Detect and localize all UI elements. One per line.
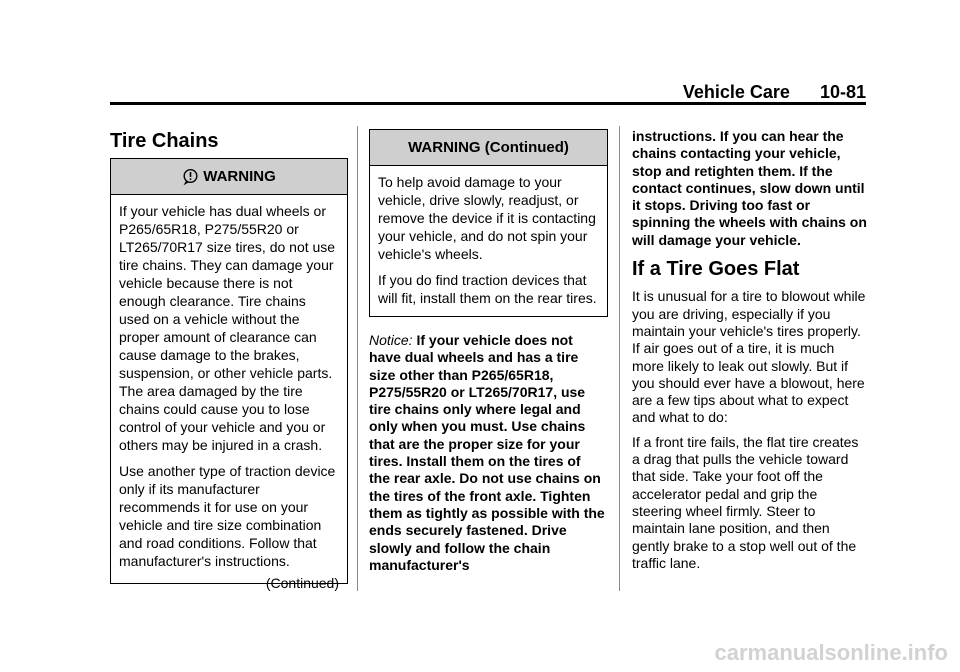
- section-heading-flat-tire: If a Tire Goes Flat: [632, 258, 800, 281]
- column-3: [632, 128, 868, 579]
- section-heading-tire-chains: Tire Chains: [110, 130, 219, 152]
- warning-continued-paragraph-1: To help avoid damage to your vehicle, drive slowly, readjust, or remove the device if it is contacting your vehicle, and do not spin your vehicle's wheels.: [378, 174, 596, 262]
- section-title: Vehicle Care: [682, 82, 790, 102]
- notice-continuation: instructions. If you can hear the chains contacting your vehicle, stop and retighten them. If the contact continues, slow down until it stops. Driving too fast or spinning the wheels with chains on will damage your vehicle.: [632, 128, 867, 248]
- warning-box: [110, 158, 348, 591]
- warning-continued-paragraph-2: If you do find traction devices that will fit, install them on the rear tires.: [378, 272, 597, 306]
- page-number: 10-81: [819, 82, 866, 102]
- notice-text: If your vehicle does not have dual wheels and has a tire size other than P265/65R18, P275/55R20 or LT265/70R17, use tire chains only where legal and only when you must. Use chains that are the proper size for your tires. Install them on the tires of the rear axle. Do not use chains on the tires of the front axle. Tighten them as tightly as possible with the ends securely fastened. Drive slowly and follow the chain manufacturer's: [369, 332, 605, 573]
- warning-body: [111, 195, 347, 598]
- warning-continued-box: [369, 129, 608, 317]
- warning-paragraph-1: If your vehicle has dual wheels or P265/65R18, P275/55R20 or LT265/70R17 size tires, do not use tire chains. They can damage your vehicle because there is not enough clearance. Tire chains used on a vehicle without the proper amount of clearance can cause damage to the brakes, suspension, or other vehicle parts. The area damaged by the tire chains could cause you to lose control of your vehicle and you or others may be injured in a crash.: [119, 203, 336, 453]
- flat-tire-paragraph-1: It is unusual for a tire to blowout while you are driving, especially if you maintain your vehicle's tires properly. If air goes out of a tire, it is much more likely to leak out slowly. But if you should ever have a blowout, here are a few tips about what to expect and what to do:: [632, 288, 866, 426]
- continued-label: (Continued): [265, 575, 339, 591]
- warning-header: [111, 159, 347, 195]
- warning-continued-header: WARNING (Continued): [370, 130, 607, 166]
- warning-icon: [182, 169, 199, 185]
- flat-tire-paragraph-2: If a front tire fails, the flat tire creates a drag that pulls the vehicle toward that side. Take your foot off the accelerator pedal and grip the steering wheel firmly. Steer to maintain lane position, and then gently brake to a stop well out of the traffic lane.: [632, 433, 859, 571]
- header-rule: [110, 102, 866, 105]
- notice-block: [369, 332, 605, 574]
- column-1: [110, 130, 350, 153]
- notice-label: Notice:: [369, 332, 413, 348]
- watermark: carmanualsonline.info: [714, 640, 948, 665]
- warning-paragraph-2: Use another type of traction device only if its manufacturer recommends it for use on your vehicle and tire size combination and road conditions. Follow that manufacturer's instructions.: [119, 463, 336, 569]
- column-divider-1: [357, 126, 358, 591]
- warning-title: WARNING: [203, 168, 276, 185]
- warning-continued-body: [370, 166, 607, 321]
- column-divider-2: [619, 126, 620, 591]
